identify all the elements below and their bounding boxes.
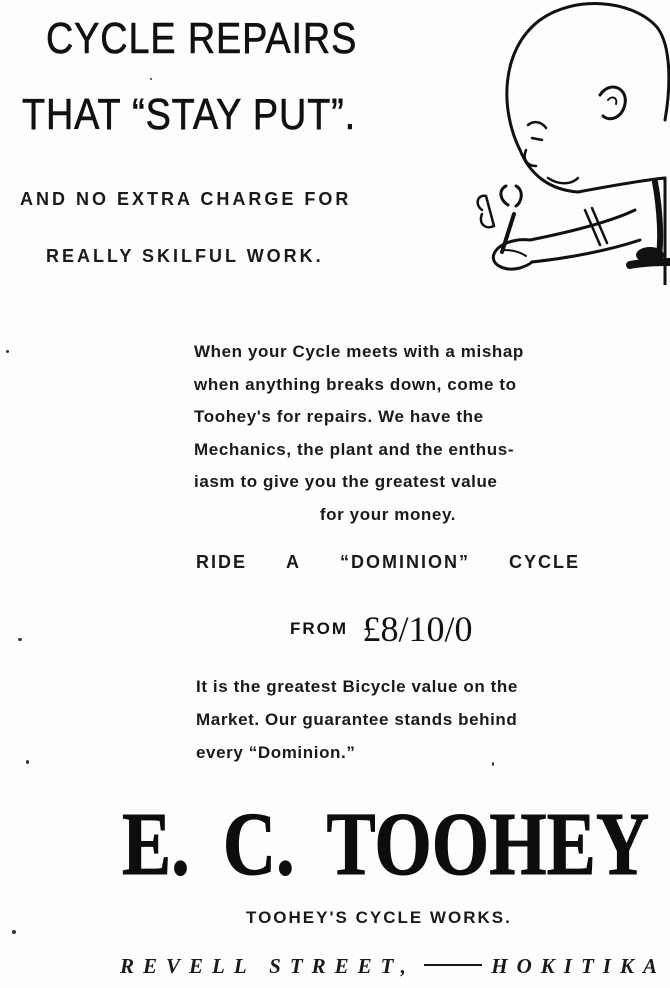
from-label: FROM — [290, 619, 349, 638]
address-line — [120, 954, 666, 979]
print-speck — [12, 930, 16, 934]
print-speck — [492, 762, 494, 766]
body-line: When your Cycle meets with a mishap — [194, 342, 524, 361]
print-speck — [18, 638, 22, 641]
slogan-word: RIDE — [196, 552, 248, 572]
headline-stay-put: THAT “STAY PUT”. — [22, 90, 357, 139]
body-line: when anything breaks down, come to — [194, 374, 517, 394]
guarantee-line: every “Dominion.” — [196, 743, 356, 762]
slogan-word: A — [286, 552, 301, 572]
business-name: E. C. TOOHEY — [122, 795, 650, 894]
address-dash — [424, 964, 482, 966]
guarantee-line: Market. Our guarantee stands behind — [196, 710, 518, 729]
works-name: TOOHEY'S CYCLE WORKS. — [246, 908, 512, 927]
print-speck — [26, 760, 29, 764]
price: £8/10/0 — [362, 609, 473, 649]
address-town: HOKITIKA — [491, 954, 666, 978]
mechanic-with-wrench-icon — [460, 0, 670, 285]
slogan-word: CYCLE — [508, 552, 580, 572]
body-line: Toohey's for repairs. We have the — [194, 407, 484, 426]
body-line: Mechanics, the plant and the enthus- — [194, 439, 515, 459]
address-street: REVELL STREET, — [120, 954, 415, 978]
print-speck — [150, 78, 152, 80]
body-line: for your money. — [319, 504, 457, 524]
body-paragraph — [194, 336, 582, 531]
price-row — [290, 608, 473, 650]
slogan-word: “DOMINION” — [339, 552, 470, 572]
print-speck — [6, 350, 9, 353]
ride-dominion-slogan — [196, 552, 580, 573]
guarantee-paragraph — [196, 670, 582, 769]
body-line: iasm to give you the greatest value — [194, 472, 498, 491]
guarantee-line: It is the greatest Bicycle value on the — [196, 677, 518, 696]
subheading-no-extra-charge: AND NO EXTRA CHARGE FOR — [20, 189, 352, 209]
subheading-skilful-work: REALLY SKILFUL WORK. — [46, 246, 324, 266]
headline-cycle-repairs: CYCLE REPAIRS — [46, 14, 358, 63]
